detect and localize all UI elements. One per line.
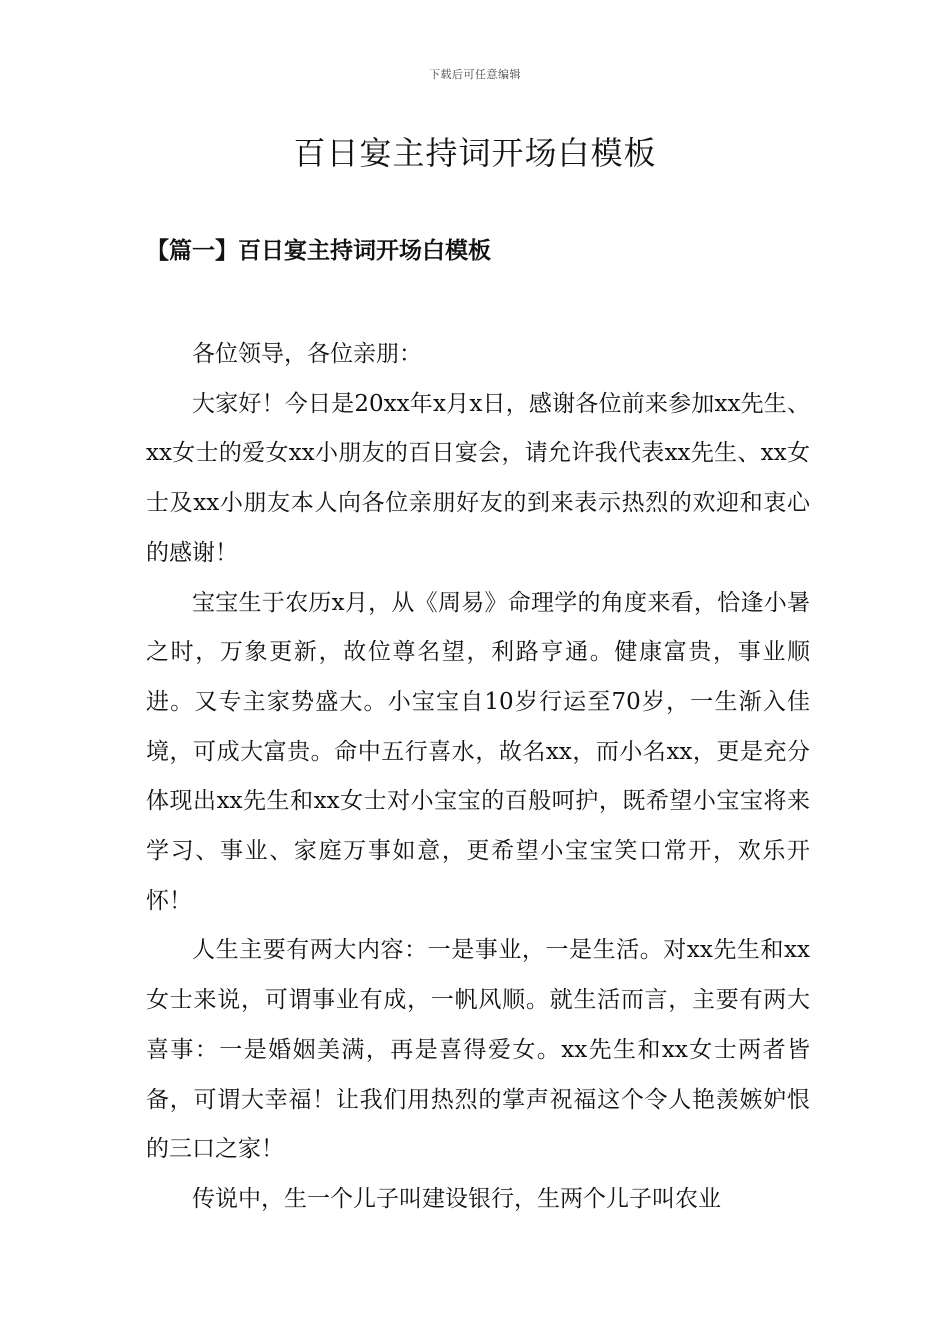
paragraph-baby-fortune: 宝宝生于农历x月，从《周易》命理学的角度来看，恰逢小暑之时，万象更新，故位尊名望，利路亨通。健康富贵，事业顺进。又专主家势盛大。小宝宝自10岁行运至70岁，一生渐入佳境，可成大富贵。命中五行喜水，故名xx，而小名xx，更是充分体现出xx先生和xx女士对小宝宝的百般呵护，既希望小宝宝将来学习、事业、家庭万事如意，更希望小宝宝笑口常开，欢乐开怀！ xyxy=(146,589,810,914)
paragraph-life-contents: 人生主要有两大内容：一是事业，一是生活。对xx先生和xx女士来说，可谓事业有成，一帆风顺。就生活而言，主要有两大喜事：一是婚姻美满，再是喜得爱女。xx先生和xx女士两者皆备，可谓大幸福！让我们用热烈的掌声祝福这个令人艳羡嫉妒恨的三口之家！ xyxy=(146,937,810,1163)
paragraph-legend: 传说中，生一个儿子叫建设银行，生两个儿子叫农业 xyxy=(192,1185,721,1212)
paragraph-greeting: 各位领导，各位亲朋： xyxy=(192,341,422,367)
section-heading: 【篇一】百日宴主持词开场白模板 xyxy=(146,237,491,264)
document-title: 百日宴主持词开场白模板 xyxy=(293,134,657,172)
document-body xyxy=(146,330,810,1225)
page-header-note: 下载后可任意编辑 xyxy=(429,68,521,81)
paragraph-welcome: 大家好！今日是20xx年x月x日，感谢各位前来参加xx先生、xx女士的爱女xx小朋友的百日宴会，请允许我代表xx先生、xx女士及xx小朋友本人向各位亲朋好友的到来表示热烈的欢迎和衷心的感谢！ xyxy=(146,390,810,566)
